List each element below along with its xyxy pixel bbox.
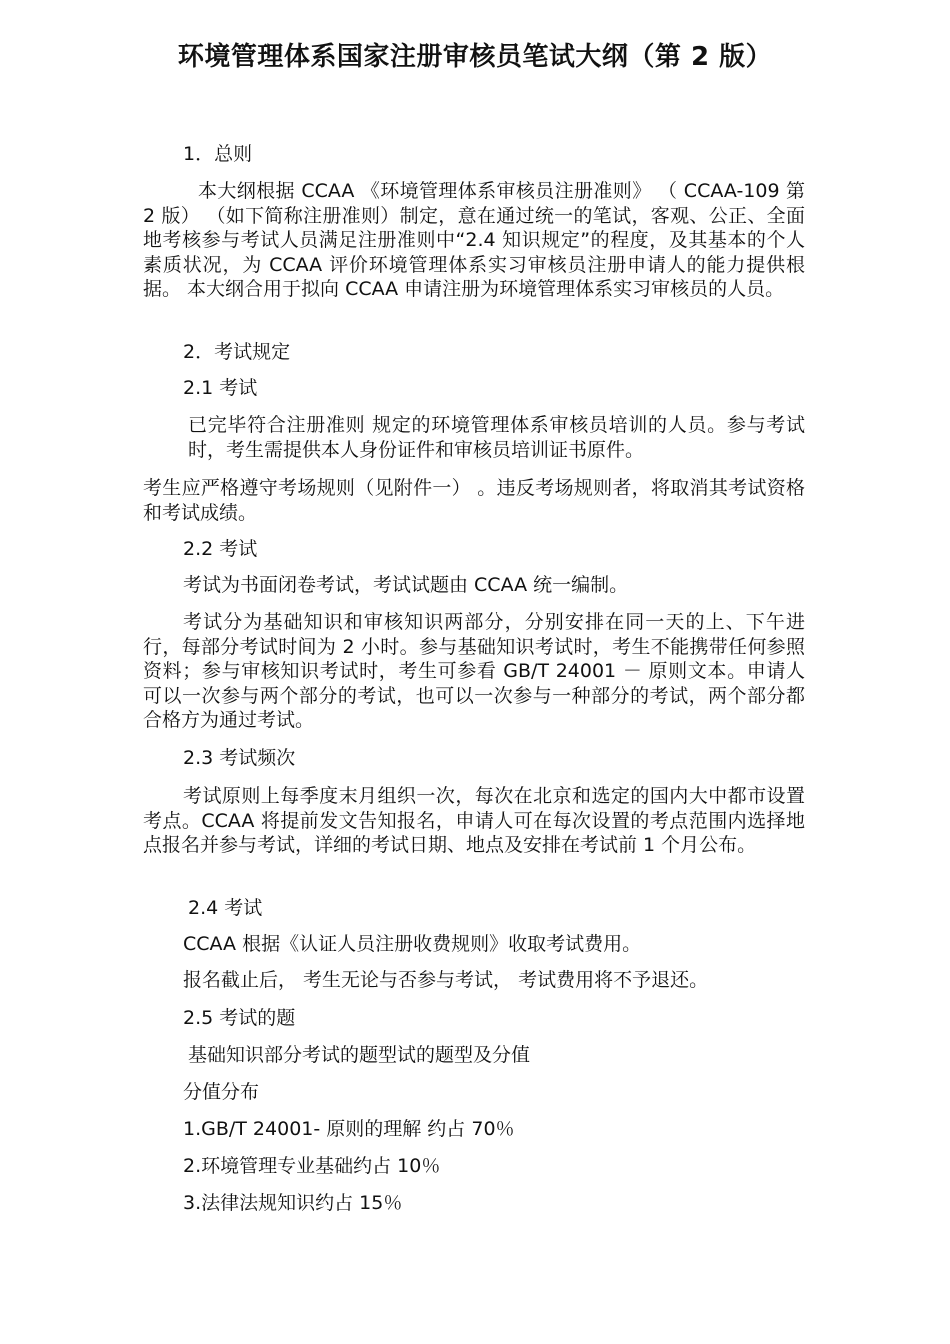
section-2-3-paragraph: 考试原则上每季度末月组织一次，每次在北京和选定的国内大中都市设置考点。CCAA 将提前发文告知报名，申请人可在每次设置的考点范围内选择地点报名并参与考试，详细的考试日期、地点及安排在考试前 1 个月公布。 — [143, 785, 805, 856]
section-2-5-line-2: 分值分布 — [183, 1081, 260, 1103]
list-item: 3.法律法规知识约占 15％ — [183, 1192, 403, 1214]
section-2-2-paragraph-1: 考试为书面闭卷考试，考试试题由 CCAA 统一编制。 — [183, 574, 629, 596]
section-2-heading: 2．考试规定 — [183, 341, 291, 363]
document-title: 环境管理体系国家注册审核员笔试大纲（第 2 版） — [177, 42, 773, 72]
section-2-3-heading: 2.3 考试频次 — [183, 747, 296, 769]
section-2-2-paragraph-2: 考试分为基础知识和审核知识两部分，分别安排在同一天的上、下午进行，每部分考试时间为 2 小时。参与基础知识考试时，考生不能携带任何参照资料；参与审核知识考试时，考生可参看 GB/T 24001 － 原则文本。申请人可以一次参与两个部分的考试，也可以一次参与一种部分的考试，两个部分都合格方为通过考试。 — [143, 611, 805, 731]
section-1-paragraph: 本大纲根据 CCAA 《环境管理体系审核员注册准则》 （ CCAA-109 第 2 版） （如下简称注册准则）制定，意在通过统一的笔试，客观、公正、全面地考核参与考试人员满足注册准则中“2.4 知识规定”的程度，及其基本的个人素质状况，为 CCAA 评价环境管理体系实习审核员注册申请人的能力提供根据。 本大纲合用于拟向 CCAA 申请注册为环境管理体系实习审核员的人员。 — [143, 180, 805, 300]
section-2-4-heading: 2.4 考试 — [188, 897, 263, 919]
section-2-5-heading: 2.5 考试的题 — [183, 1007, 296, 1029]
section-2-4-line-2: 报名截止后， 考生无论与否参与考试， 考试费用将不予退还。 — [183, 969, 709, 991]
list-item: 1.GB/T 24001- 原则的理解 约占 70％ — [183, 1118, 515, 1140]
section-2-4-line-1: CCAA 根据《认证人员注册收费规则》收取考试费用。 — [183, 933, 642, 955]
list-item: 2.环境管理专业基础约占 10％ — [183, 1155, 441, 1177]
section-1-heading: 1．总则 — [183, 143, 253, 165]
section-2-5-line-1: 基础知识部分考试的题型试的题型及分值 — [188, 1044, 531, 1066]
section-2-1-paragraph-1: 已完毕符合注册准则 规定的环境管理体系审核员培训的人员。参与考试时，考生需提供本人身份证件和审核员培训证书原件。 — [188, 414, 805, 461]
section-2-1-heading: 2.1 考试 — [183, 377, 258, 399]
section-2-2-heading: 2.2 考试 — [183, 538, 258, 560]
section-2-1-paragraph-2: 考生应严格遵守考场规则（见附件一） 。违反考场规则者，将取消其考试资格和考试成绩。 — [143, 477, 805, 524]
